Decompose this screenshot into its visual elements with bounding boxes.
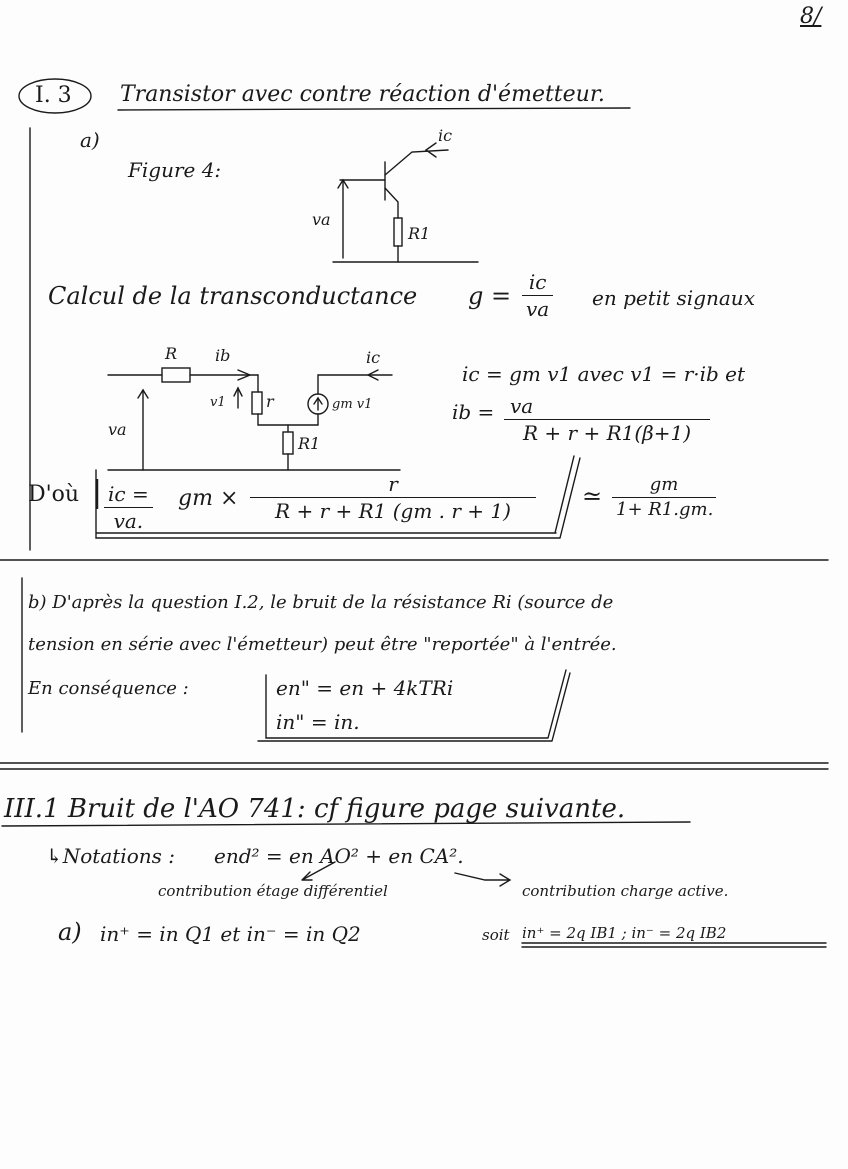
small-signal-circuit (108, 368, 400, 470)
result-mid: gm × (178, 486, 239, 511)
eq-ib-fraction (504, 396, 710, 443)
contrib2-label: contribution charge active. (522, 882, 729, 900)
fig4-transistor-drawing (333, 143, 478, 262)
approx-num: gm (649, 474, 679, 495)
fig4-r1-label: R1 (408, 224, 431, 243)
circuit-v1-label: v1 (210, 395, 226, 410)
result-den: R + r + R1 (gm . r + 1) (250, 497, 536, 521)
fig4-ic-label: ic (438, 126, 453, 145)
contrib1-label: contribution étage différentiel (158, 882, 388, 900)
result-num: r (388, 472, 398, 496)
g-den: va (522, 295, 553, 319)
eq-ib-lhs: ib = (452, 400, 495, 424)
result-lhs-num: ic = (108, 482, 149, 506)
approx-sign: ≃ (582, 482, 603, 510)
circuit-source-label: gm v1 (332, 397, 373, 412)
notation-prefix: ↳Notations : (46, 844, 175, 868)
section-b-eq2: in" = in. (276, 710, 360, 734)
result-bar: | (92, 475, 103, 510)
title-underline (118, 108, 630, 110)
part-a-label-2: a) (58, 918, 82, 946)
circuit-va-label: va (108, 420, 127, 439)
eq-ib-den: R + r + R1(β+1) (504, 419, 710, 443)
figure-label: Figure 4: (128, 158, 222, 182)
separator-2 (0, 763, 828, 769)
result-lhs-fraction (104, 484, 153, 531)
notation-eq: end² = en AO² + en CA². (214, 844, 464, 868)
page-number: 8/ (800, 4, 822, 29)
section-b-line1: b) D'après la question I.2, le bruit de la résistance Ri (source de (28, 592, 614, 613)
eq-a2: in⁺ = 2q IB1 ; in⁻ = 2q IB2 (522, 924, 727, 942)
calc-text: Calcul de la transconductance (48, 282, 418, 310)
approx-den: 1+ R1.gm. (612, 497, 716, 519)
circuit-r1-label: R1 (298, 434, 321, 453)
part-a-label: a) (80, 128, 100, 152)
g-num: ic (528, 270, 547, 294)
fig4-va-label: va (312, 210, 331, 229)
eq-ic: ic = gm v1 avec v1 = r·ib et (462, 362, 746, 386)
section-2-title: III.1 Bruit de l'AO 741: cf figure page suivante. (4, 794, 626, 824)
contrib2-arrow (455, 873, 510, 886)
circuit-ic-label: ic (366, 348, 381, 367)
circuit-small-r-label: r (266, 392, 274, 411)
g-lhs: g = (468, 282, 512, 310)
section-title: Transistor avec contre réaction d'émetteur. (120, 82, 605, 107)
calc-suffix: en petit signaux (592, 286, 755, 310)
result-lhs-den: va. (104, 507, 153, 531)
section-b-line2: tension en série avec l'émetteur) peut être "reportée" à l'entrée. (28, 634, 617, 655)
circuit-r-label: R (165, 344, 178, 363)
eq-a1: in⁺ = in Q1 et in⁻ = in Q2 (100, 922, 361, 946)
approx-fraction (612, 476, 716, 519)
section-b-eq1: en" = en + 4kTRi (276, 676, 454, 700)
eq-ib-num: va (510, 394, 534, 418)
result-fraction (250, 474, 536, 521)
circuit-ib-label: ib (215, 346, 231, 365)
g-fraction (522, 272, 553, 319)
donc-label: D'où (28, 482, 80, 507)
soit-label: soit (482, 926, 510, 944)
soit-underline (522, 943, 826, 947)
section-b-line3: En conséquence : (28, 678, 189, 699)
section-label: I. 3 (35, 83, 72, 108)
